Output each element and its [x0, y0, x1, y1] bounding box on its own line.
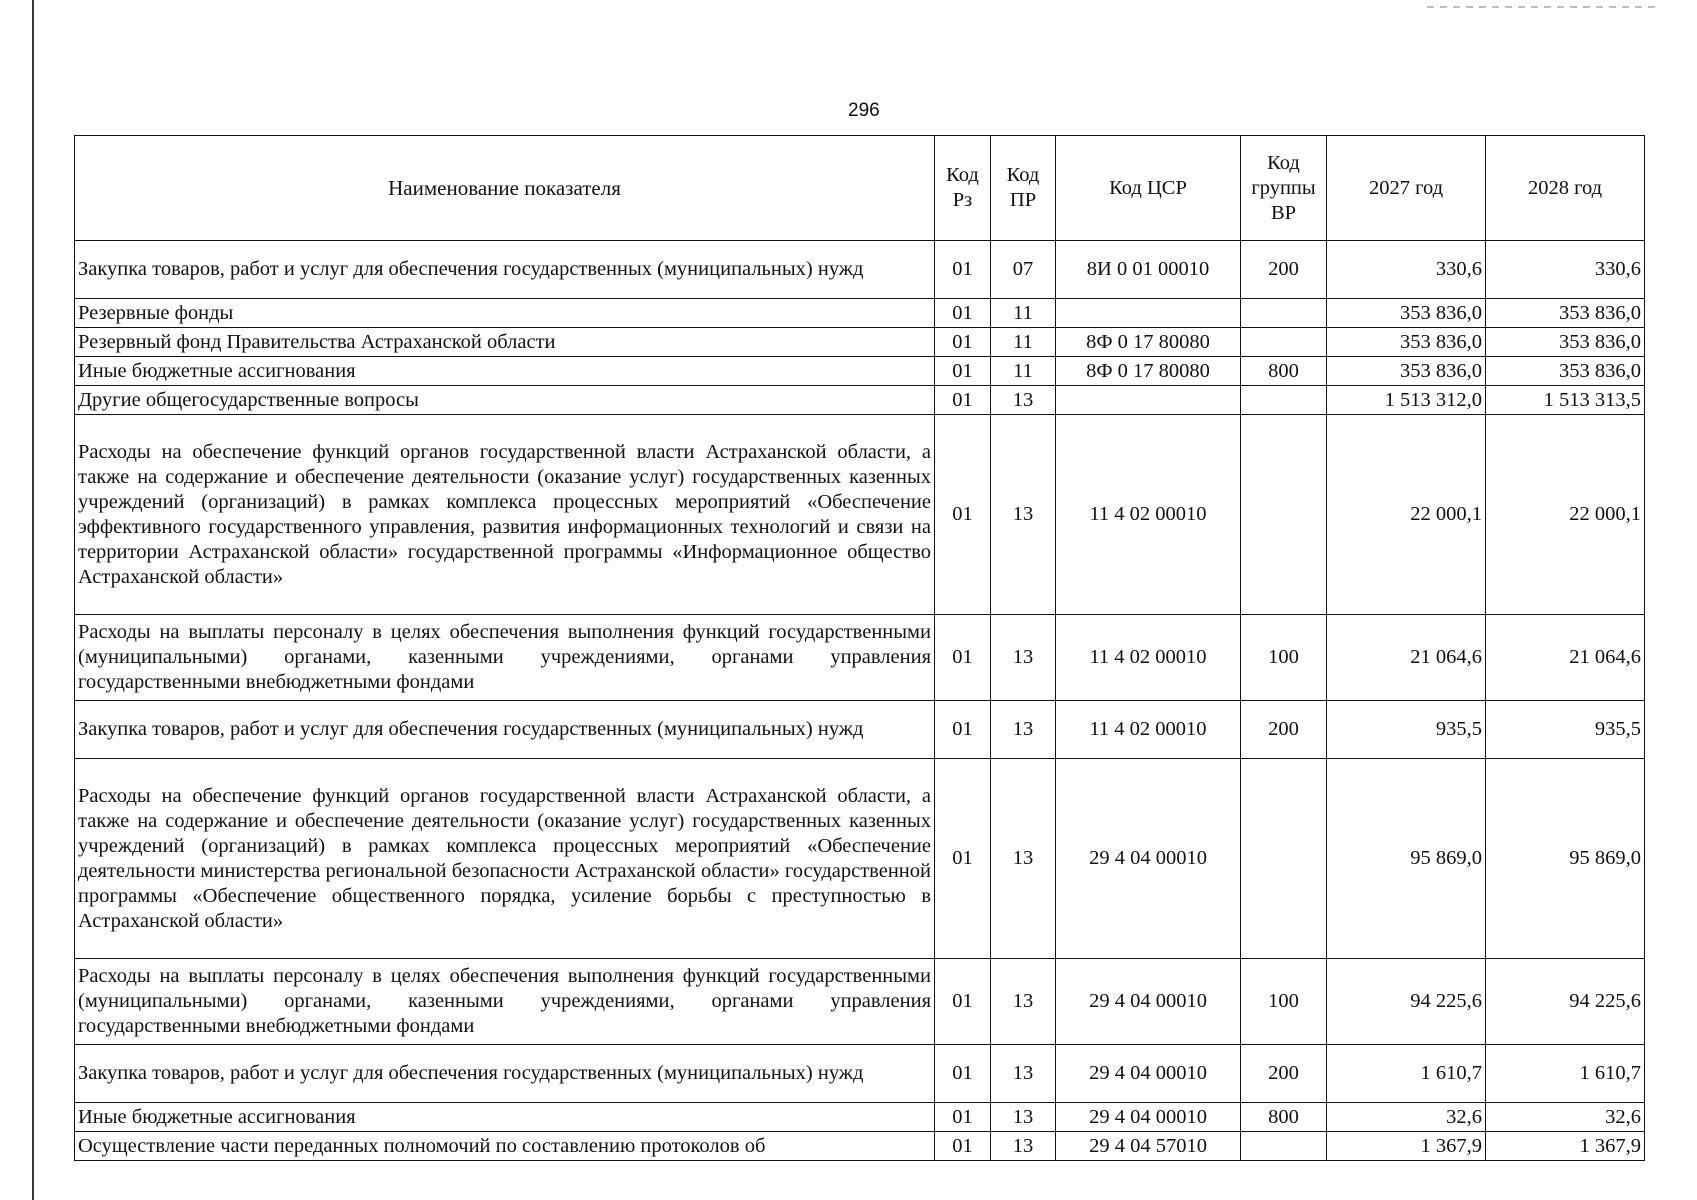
row-csr: 8Ф 0 17 80080 — [1056, 357, 1241, 386]
table-row — [75, 959, 1645, 1045]
row-csr: 29 4 04 00010 — [1056, 1045, 1241, 1103]
row-pr: 13 — [991, 1132, 1056, 1161]
row-rz: 01 — [935, 328, 991, 357]
row-rz: 01 — [935, 299, 991, 328]
row-name: Резервные фонды — [75, 299, 935, 328]
row-2028: 353 836,0 — [1486, 328, 1645, 357]
table-row — [75, 615, 1645, 701]
row-2028: 1 367,9 — [1486, 1132, 1645, 1161]
row-name: Расходы на выплаты персоналу в целях обеспечения выполнения функций государственными (муниципальными) органами, казенными учреждениями, органами управления государственными внебюджетными фондами — [75, 959, 935, 1045]
row-name: Осуществление части переданных полномочий по составлению протоколов об — [75, 1132, 935, 1161]
row-2027: 21 064,6 — [1327, 615, 1486, 701]
row-2028: 1 513 313,5 — [1486, 386, 1645, 415]
table-row — [75, 1045, 1645, 1103]
row-2027: 935,5 — [1327, 701, 1486, 759]
row-vr: 100 — [1241, 959, 1327, 1045]
scan-edge-marks — [1427, 6, 1657, 8]
row-pr: 13 — [991, 1045, 1056, 1103]
row-rz: 01 — [935, 241, 991, 299]
row-2027: 1 610,7 — [1327, 1045, 1486, 1103]
row-rz: 01 — [935, 1132, 991, 1161]
row-rz: 01 — [935, 1045, 991, 1103]
row-2028: 353 836,0 — [1486, 299, 1645, 328]
row-pr: 13 — [991, 415, 1056, 615]
row-pr: 07 — [991, 241, 1056, 299]
row-vr: 100 — [1241, 615, 1327, 701]
row-vr: 200 — [1241, 241, 1327, 299]
row-2027: 95 869,0 — [1327, 759, 1486, 959]
row-name: Иные бюджетные ассигнования — [75, 357, 935, 386]
row-csr: 11 4 02 00010 — [1056, 415, 1241, 615]
header-name: Наименование показателя — [75, 136, 935, 241]
row-csr: 11 4 02 00010 — [1056, 615, 1241, 701]
row-name: Другие общегосударственные вопросы — [75, 386, 935, 415]
row-pr: 13 — [991, 759, 1056, 959]
table-row — [75, 328, 1645, 357]
row-vr — [1241, 386, 1327, 415]
row-vr: 200 — [1241, 1045, 1327, 1103]
table-row — [75, 415, 1645, 615]
row-pr: 13 — [991, 386, 1056, 415]
page-number: 296 — [848, 100, 880, 121]
row-2027: 1 513 312,0 — [1327, 386, 1486, 415]
row-2027: 1 367,9 — [1327, 1132, 1486, 1161]
row-vr — [1241, 1132, 1327, 1161]
budget-table — [74, 135, 1645, 1161]
row-rz: 01 — [935, 357, 991, 386]
row-2027: 32,6 — [1327, 1103, 1486, 1132]
row-rz: 01 — [935, 701, 991, 759]
row-2027: 353 836,0 — [1327, 357, 1486, 386]
table-header-row — [75, 136, 1645, 241]
header-vr: Код группы ВР — [1241, 136, 1327, 241]
row-rz: 01 — [935, 415, 991, 615]
row-rz: 01 — [935, 386, 991, 415]
row-name: Закупка товаров, работ и услуг для обеспечения государственных (муниципальных) нужд — [75, 1045, 935, 1103]
row-2028: 935,5 — [1486, 701, 1645, 759]
header-rz: Код Рз — [935, 136, 991, 241]
row-2027: 94 225,6 — [1327, 959, 1486, 1045]
row-rz: 01 — [935, 1103, 991, 1132]
header-pr: Код ПР — [991, 136, 1056, 241]
row-vr — [1241, 299, 1327, 328]
row-2028: 32,6 — [1486, 1103, 1645, 1132]
row-pr: 11 — [991, 357, 1056, 386]
row-pr: 11 — [991, 328, 1056, 357]
table-row — [75, 386, 1645, 415]
row-vr: 800 — [1241, 357, 1327, 386]
row-2028: 21 064,6 — [1486, 615, 1645, 701]
row-pr: 13 — [991, 959, 1056, 1045]
header-year-2028: 2028 год — [1486, 136, 1645, 241]
table-row — [75, 1103, 1645, 1132]
row-csr: 29 4 04 00010 — [1056, 1103, 1241, 1132]
row-csr — [1056, 299, 1241, 328]
row-2028: 1 610,7 — [1486, 1045, 1645, 1103]
row-csr — [1056, 386, 1241, 415]
row-2027: 330,6 — [1327, 241, 1486, 299]
row-name: Иные бюджетные ассигнования — [75, 1103, 935, 1132]
table-row — [75, 759, 1645, 959]
row-vr — [1241, 328, 1327, 357]
row-name: Расходы на обеспечение функций органов государственной власти Астраханской области, а также на содержание и обеспечение деятельности (оказание услуг) государственных казенных учреждений (организаций) в рамках комплекса процессных мероприятий «Обеспечение деятельности министерства региональной безопасности Астраханской области» государственной программы «Обеспечение общественного порядка, усиление борьбы с преступностью в Астраханской области» — [75, 759, 935, 959]
row-csr: 8И 0 01 00010 — [1056, 241, 1241, 299]
row-2028: 22 000,1 — [1486, 415, 1645, 615]
row-pr: 13 — [991, 701, 1056, 759]
row-name: Расходы на обеспечение функций органов государственной власти Астраханской области, а также на содержание и обеспечение деятельности (оказание услуг) государственных казенных учреждений (организаций) в рамках комплекса процессных мероприятий «Обеспечение эффективного государственного управления, развития информационных технологий и связи на территории Астраханской области» государственной программы «Информационное общество Астраханской области» — [75, 415, 935, 615]
header-csr: Код ЦСР — [1056, 136, 1241, 241]
row-vr — [1241, 759, 1327, 959]
row-name: Расходы на выплаты персоналу в целях обеспечения выполнения функций государственными (муниципальными) органами, казенными учреждениями, органами управления государственными внебюджетными фондами — [75, 615, 935, 701]
row-rz: 01 — [935, 615, 991, 701]
header-year-2027: 2027 год — [1327, 136, 1486, 241]
row-name: Закупка товаров, работ и услуг для обеспечения государственных (муниципальных) нужд — [75, 701, 935, 759]
row-rz: 01 — [935, 959, 991, 1045]
row-name: Резервный фонд Правительства Астраханской области — [75, 328, 935, 357]
row-vr: 200 — [1241, 701, 1327, 759]
row-2028: 330,6 — [1486, 241, 1645, 299]
left-margin-rule — [32, 0, 34, 1200]
row-rz: 01 — [935, 759, 991, 959]
row-pr: 13 — [991, 1103, 1056, 1132]
row-vr: 800 — [1241, 1103, 1327, 1132]
table-row — [75, 701, 1645, 759]
table-row — [75, 241, 1645, 299]
row-2028: 353 836,0 — [1486, 357, 1645, 386]
row-2027: 22 000,1 — [1327, 415, 1486, 615]
row-csr: 11 4 02 00010 — [1056, 701, 1241, 759]
row-pr: 11 — [991, 299, 1056, 328]
table-row — [75, 299, 1645, 328]
row-pr: 13 — [991, 615, 1056, 701]
row-csr: 8Ф 0 17 80080 — [1056, 328, 1241, 357]
table-row — [75, 1132, 1645, 1161]
row-2028: 94 225,6 — [1486, 959, 1645, 1045]
row-csr: 29 4 04 00010 — [1056, 759, 1241, 959]
row-csr: 29 4 04 00010 — [1056, 959, 1241, 1045]
row-2027: 353 836,0 — [1327, 299, 1486, 328]
row-2028: 95 869,0 — [1486, 759, 1645, 959]
row-name: Закупка товаров, работ и услуг для обеспечения государственных (муниципальных) нужд — [75, 241, 935, 299]
row-2027: 353 836,0 — [1327, 328, 1486, 357]
row-vr — [1241, 415, 1327, 615]
row-csr: 29 4 04 57010 — [1056, 1132, 1241, 1161]
table-row — [75, 357, 1645, 386]
